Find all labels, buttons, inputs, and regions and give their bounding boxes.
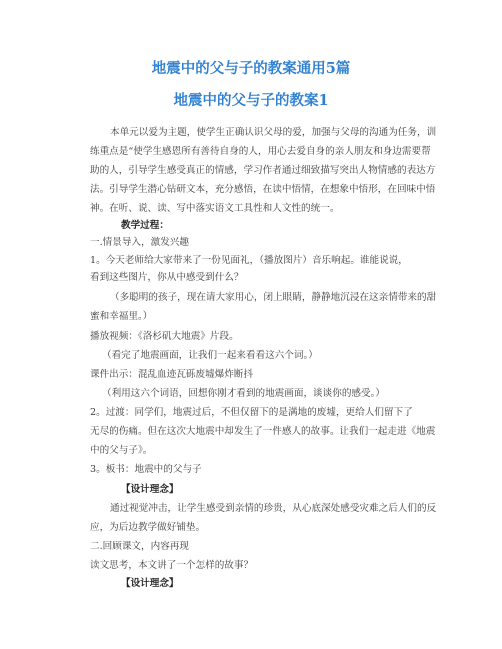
paragraph-line: 蜜和幸福里。） <box>90 311 153 322</box>
paragraph-line: 1。今天老师给大家带来了一份见面礼，（播放图片）音乐响起。谁能说说， <box>90 255 408 266</box>
intro-line: 神。在听、说、读、写中落实语文工具性和人文性的统一。 <box>90 203 340 214</box>
intro-line: 练重点是“使学生感恩所有善待自身的人，用心去爱自身的亲人朋友和身边需要帮 <box>90 146 431 157</box>
paragraph-line: 2。过渡：同学们，地震过后，不但仅留下的是满地的废墟，更给人们留下了 <box>90 407 413 418</box>
intro-line: 法。引导学生潜心钻研文本，充分感悟，在读中悟情，在想象中悟形，在回味中悟 <box>90 184 436 195</box>
paragraph-line: 通过视觉冲击，让学生感受到亲情的珍贵，从心底深处感受灾难之后人们的反 <box>110 503 437 514</box>
paragraph-line: 无尽的伤痛。但在这次大地震中却发生了一件感人的故事。让我们一起走进《地震 <box>90 426 436 437</box>
document-title: 地震中的父与子的教案通用5篇 <box>151 60 351 77</box>
paragraph-line: （多聪明的孩子，现在请大家用心，闭上眼睛，静静地沉浸在这亲情带来的甜 <box>110 292 437 303</box>
paragraph-line: （看完了地震画面，让我们一起来看看这六个词。） <box>102 350 318 361</box>
paragraph-line: 课件出示：混乱血迹瓦砾废墟爆炸断抖 <box>90 369 254 380</box>
paragraph-line: 中的父与子》。 <box>90 445 153 456</box>
design-label: 【设计理念】 <box>121 484 179 495</box>
paragraph-line: （利用这六个词语，回想你刚才看到的地震画面，谈谈你的感受。） <box>102 388 386 399</box>
section-heading: 一.情景导入，激发兴趣 <box>90 237 189 248</box>
intro-line: 本单元以爱为主题，使学生正确认识父母的爱，加强与父母的沟通为任务，训 <box>110 127 437 138</box>
paragraph-line: 读文思考，本文讲了一个怎样的故事？ <box>90 560 254 571</box>
process-heading: 教学过程： <box>121 220 169 231</box>
paragraph-line: 3。板书：地震中的父与子 <box>90 464 202 475</box>
paragraph-line: 看到这些图片，你从中感受到什么？ <box>90 272 244 283</box>
intro-line: 助的人，引导学生感受真正的情感，学习作者通过细致描写突出人物情感的表达方 <box>90 165 436 176</box>
section-title: 地震中的父与子的教案1 <box>173 92 329 109</box>
section-heading: 二.回顾课文，内容再现 <box>90 541 189 552</box>
design-label: 【设计理念】 <box>121 578 179 589</box>
paragraph-line: 应，为后边教学做好铺垫。 <box>90 522 206 533</box>
paragraph-line: 播放视频：《洛杉矶大地震》片段。 <box>90 331 239 342</box>
